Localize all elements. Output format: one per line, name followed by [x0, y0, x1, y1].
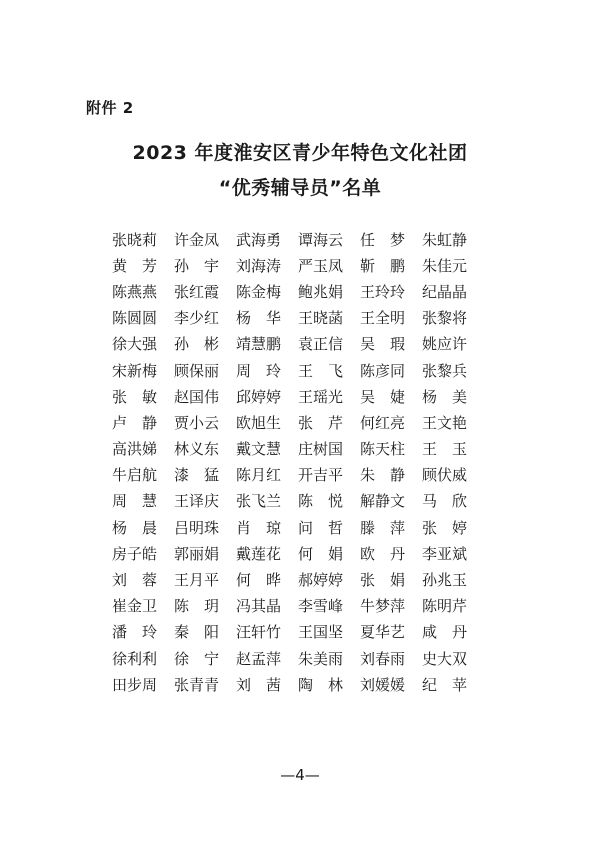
name-entry: 赵孟萍 — [236, 649, 282, 668]
name-entry: 纪苹 — [422, 675, 483, 694]
name-row — [112, 409, 492, 435]
name-entry: 马欣 — [422, 492, 483, 511]
name-entry: 欧丹 — [360, 544, 421, 563]
name-entry: 靳鹏 — [360, 256, 421, 275]
name-row — [112, 462, 492, 488]
name-entry: 肖琼 — [236, 518, 297, 537]
name-row — [112, 436, 492, 462]
name-row — [112, 671, 492, 697]
name-entry: 张青青 — [174, 675, 220, 694]
name-entry: 王瑶光 — [298, 387, 344, 406]
name-entry: 张飞兰 — [236, 492, 282, 511]
document-title-line-2: “优秀辅导员”名单 — [218, 177, 382, 199]
name-entry: 谭海云 — [298, 230, 344, 249]
name-entry: 开吉平 — [298, 466, 344, 485]
name-entry: 李雪峰 — [298, 597, 344, 616]
name-entry: 何红亮 — [360, 413, 406, 432]
name-entry: 张婷 — [422, 518, 483, 537]
name-entry: 姚应许 — [422, 335, 468, 354]
name-row — [112, 619, 492, 645]
name-row — [112, 514, 492, 540]
name-entry: 王飞 — [298, 361, 359, 380]
name-entry: 任梦 — [360, 230, 421, 249]
name-entry: 陈玥 — [174, 597, 235, 616]
name-entry: 吕明珠 — [174, 518, 220, 537]
name-entry: 张晓莉 — [112, 230, 158, 249]
name-entry: 王玲玲 — [360, 282, 406, 301]
name-entry: 庄树国 — [298, 440, 344, 459]
name-row — [112, 305, 492, 331]
name-row — [112, 593, 492, 619]
name-entry: 张敏 — [112, 387, 173, 406]
name-entry: 陈明芹 — [422, 597, 468, 616]
name-entry: 李亚斌 — [422, 544, 468, 563]
name-entry: 刘海涛 — [236, 256, 282, 275]
name-entry: 冯其晶 — [236, 597, 282, 616]
name-entry: 朱静 — [360, 466, 421, 485]
name-entry: 王玉 — [422, 440, 483, 459]
name-entry: 史大双 — [422, 649, 468, 668]
name-entry: 王译庆 — [174, 492, 220, 511]
name-entry: 潘玲 — [112, 623, 173, 642]
name-entry: 秦阳 — [174, 623, 235, 642]
name-entry: 欧旭生 — [236, 413, 282, 432]
name-entry: 徐大强 — [112, 335, 158, 354]
name-entry: 吴瑕 — [360, 335, 421, 354]
name-entry: 靖慧鹏 — [236, 335, 282, 354]
name-entry: 顾保丽 — [174, 361, 220, 380]
name-entry: 陈燕燕 — [112, 282, 158, 301]
name-entry: 宋新梅 — [112, 361, 158, 380]
attachment-label: 附件 2 — [86, 99, 134, 117]
name-entry: 夏华艺 — [360, 623, 406, 642]
name-entry: 黄芳 — [112, 256, 173, 275]
name-entry: 陶林 — [298, 675, 359, 694]
name-entry: 武海勇 — [236, 230, 282, 249]
name-entry: 戴文慧 — [236, 440, 282, 459]
name-entry: 孙兆玉 — [422, 571, 468, 590]
name-entry: 鲍兆娟 — [298, 282, 344, 301]
name-entry: 何娟 — [298, 544, 359, 563]
name-entry: 吴婕 — [360, 387, 421, 406]
name-entry: 朱虹静 — [422, 230, 468, 249]
name-entry: 刘媛媛 — [360, 675, 406, 694]
name-entry: 刘春雨 — [360, 649, 406, 668]
name-entry: 朱佳元 — [422, 256, 468, 275]
name-row — [112, 566, 492, 592]
name-entry: 漆猛 — [174, 466, 235, 485]
name-entry: 陈天柱 — [360, 440, 406, 459]
name-entry: 顾伏威 — [422, 466, 468, 485]
name-row — [112, 226, 492, 252]
name-entry: 王月平 — [174, 571, 220, 590]
name-entry: 徐宁 — [174, 649, 235, 668]
name-row — [112, 357, 492, 383]
name-entry: 张芹 — [298, 413, 359, 432]
name-entry: 李少红 — [174, 309, 220, 328]
name-entry: 王全明 — [360, 309, 406, 328]
document-title-line-1: 2023 年度淮安区青少年特色文化社团 — [132, 142, 468, 164]
name-entry: 张娟 — [360, 571, 421, 590]
name-entry: 解静文 — [360, 492, 406, 511]
name-entry: 周慧 — [112, 492, 173, 511]
name-entry: 卢静 — [112, 413, 173, 432]
name-entry: 杨晨 — [112, 518, 173, 537]
name-entry: 陈月红 — [236, 466, 282, 485]
name-entry: 问哲 — [298, 518, 359, 537]
name-entry: 陈金梅 — [236, 282, 282, 301]
name-entry: 王国坚 — [298, 623, 344, 642]
name-entry: 张红霞 — [174, 282, 220, 301]
name-entry: 郭丽娟 — [174, 544, 220, 563]
name-entry: 牛梦萍 — [360, 597, 406, 616]
name-entry: 刘茜 — [236, 675, 297, 694]
name-row — [112, 331, 492, 357]
name-row — [112, 645, 492, 671]
name-entry: 杨美 — [422, 387, 483, 406]
name-entry: 高洪娣 — [112, 440, 158, 459]
name-entry: 汪轩竹 — [236, 623, 282, 642]
name-entry: 刘蓉 — [112, 571, 173, 590]
name-row — [112, 252, 492, 278]
name-entry: 陈圆圆 — [112, 309, 158, 328]
name-entry: 纪晶晶 — [422, 282, 468, 301]
name-entry: 牛启航 — [112, 466, 158, 485]
name-entry: 孙彬 — [174, 335, 235, 354]
name-entry: 郝婷婷 — [298, 571, 344, 590]
name-entry: 周玲 — [236, 361, 297, 380]
name-entry: 贾小云 — [174, 413, 220, 432]
name-row — [112, 540, 492, 566]
name-entry: 王文艳 — [422, 413, 468, 432]
name-entry: 房子皓 — [112, 544, 158, 563]
name-entry: 袁正信 — [298, 335, 344, 354]
name-entry: 张黎将 — [422, 309, 468, 328]
name-entry: 张黎兵 — [422, 361, 468, 380]
name-entry: 邱婷婷 — [236, 387, 282, 406]
name-entry: 严玉凤 — [298, 256, 344, 275]
name-entry: 杨华 — [236, 309, 297, 328]
name-entry: 徐利利 — [112, 649, 158, 668]
name-entry: 朱美雨 — [298, 649, 344, 668]
name-entry: 何晔 — [236, 571, 297, 590]
name-row — [112, 488, 492, 514]
name-list — [112, 226, 492, 697]
name-entry: 滕萍 — [360, 518, 421, 537]
name-entry: 咸丹 — [422, 623, 483, 642]
name-entry: 赵国伟 — [174, 387, 220, 406]
page-number: —4— — [280, 766, 320, 784]
name-entry: 陈悦 — [298, 492, 359, 511]
name-entry: 田步周 — [112, 675, 158, 694]
name-entry: 陈彦同 — [360, 361, 406, 380]
name-entry: 崔金卫 — [112, 597, 158, 616]
name-entry: 林义东 — [174, 440, 220, 459]
name-entry: 孙宇 — [174, 256, 235, 275]
name-entry: 戴莲花 — [236, 544, 282, 563]
name-row — [112, 383, 492, 409]
name-row — [112, 278, 492, 304]
name-entry: 王晓菡 — [298, 309, 344, 328]
name-entry: 许金凤 — [174, 230, 220, 249]
